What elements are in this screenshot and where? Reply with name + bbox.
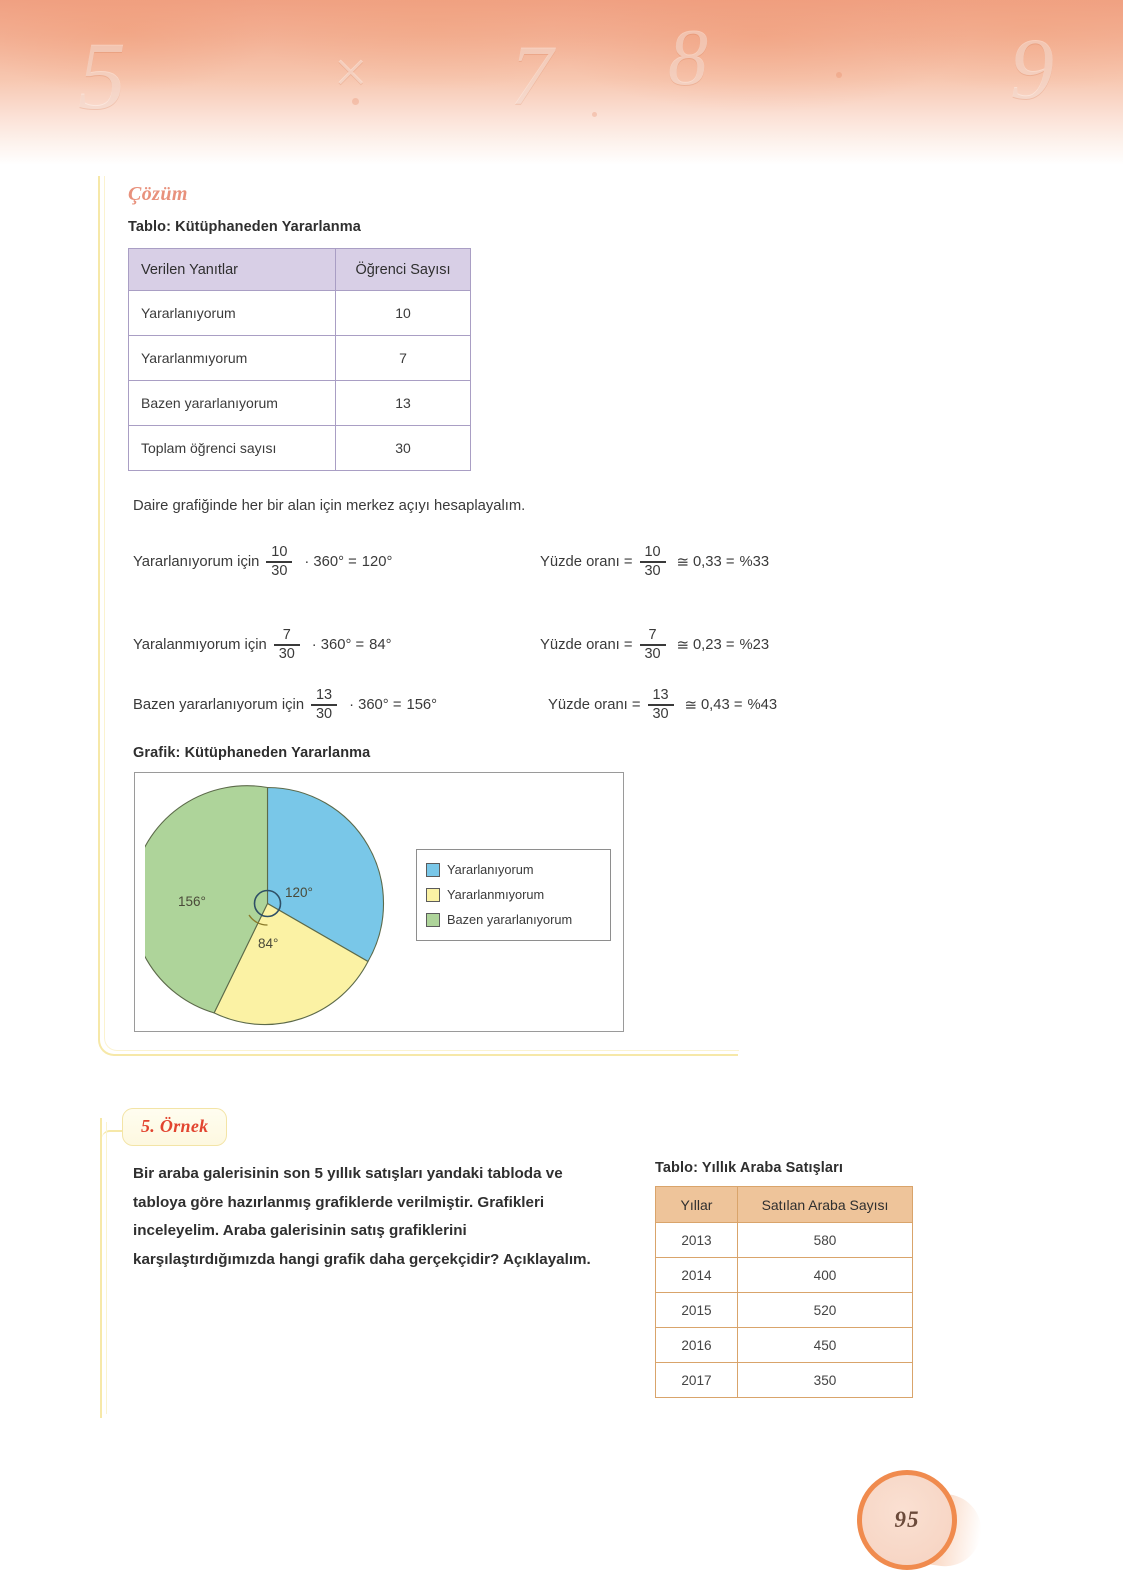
fraction bbox=[266, 545, 292, 579]
table-cell-year: 2016 bbox=[656, 1328, 738, 1363]
pie-angle-label-156: 156° bbox=[178, 894, 206, 909]
angle-row-operator: · 360° = bbox=[311, 637, 365, 654]
table-cell-count: 10 bbox=[336, 291, 471, 336]
legend-item bbox=[426, 907, 602, 932]
fraction-denominator: 30 bbox=[644, 645, 661, 662]
fraction bbox=[274, 628, 300, 662]
fraction-numerator: 13 bbox=[315, 687, 333, 703]
table-cell-count: 13 bbox=[336, 381, 471, 426]
table-cell-answer: Yararlanıyorum bbox=[129, 291, 336, 336]
angle-calculation-row-1 bbox=[133, 545, 392, 579]
table-header-row bbox=[129, 249, 471, 291]
table-cell-count: 7 bbox=[336, 336, 471, 381]
car-sales-table-caption: Tablo: Yıllık Araba Satışları bbox=[655, 1160, 843, 1176]
table-row bbox=[656, 1363, 913, 1398]
example-bracket-tick bbox=[102, 1130, 124, 1144]
table-row bbox=[129, 336, 471, 381]
pie-chart-legend bbox=[416, 849, 611, 941]
angle-row-operator: · 360° = bbox=[304, 554, 357, 571]
fraction-numerator: 10 bbox=[271, 544, 288, 560]
fraction-denominator: 30 bbox=[315, 705, 333, 722]
legend-label: Yararlanıyorum bbox=[447, 862, 534, 877]
percent-row-relation: ≅ bbox=[676, 637, 689, 654]
fraction-numerator: 10 bbox=[644, 544, 661, 560]
legend-item bbox=[426, 857, 602, 882]
percent-row-label: Yüzde oranı = bbox=[540, 637, 633, 654]
table-row bbox=[129, 291, 471, 336]
fraction-denominator: 30 bbox=[278, 645, 295, 662]
percent-row-relation: ≅ bbox=[676, 554, 689, 571]
fraction-numerator: 7 bbox=[282, 627, 291, 643]
table-row bbox=[656, 1258, 913, 1293]
legend-swatch-blue-icon bbox=[426, 863, 440, 877]
table-cell-year: 2014 bbox=[656, 1258, 738, 1293]
fraction bbox=[640, 628, 666, 662]
pie-chart-container bbox=[134, 772, 624, 1032]
fraction-numerator: 13 bbox=[652, 687, 669, 703]
example-bracket bbox=[100, 1118, 122, 1418]
table-row bbox=[129, 426, 471, 471]
percent-row-label: Yüzde oranı = bbox=[540, 554, 633, 571]
table-cell-sales: 450 bbox=[738, 1328, 913, 1363]
percent-row-value: %23 bbox=[739, 637, 770, 654]
percent-row-decimal: 0,43 = bbox=[700, 697, 743, 714]
table-header-cell: Verilen Yanıtlar bbox=[129, 249, 336, 291]
angle-calculation-row-2 bbox=[133, 628, 392, 662]
table-cell-sales: 580 bbox=[738, 1223, 913, 1258]
legend-label: Yararlanmıyorum bbox=[447, 887, 545, 902]
percent-row-decimal: 0,33 = bbox=[692, 554, 735, 571]
legend-swatch-green-icon bbox=[426, 913, 440, 927]
percent-row-value: %33 bbox=[739, 554, 770, 571]
legend-label: Bazen yararlanıyorum bbox=[447, 912, 573, 927]
fraction-denominator: 30 bbox=[644, 562, 661, 579]
table-header-cell: Öğrenci Sayısı bbox=[336, 249, 471, 291]
angle-row-label: Yararlanıyorum için bbox=[133, 554, 260, 571]
library-usage-table bbox=[128, 248, 471, 471]
angle-row-label: Bazen yararlanıyorum için bbox=[133, 697, 305, 714]
band-digit-4: 9 bbox=[1010, 21, 1054, 118]
angle-calculation-row-3 bbox=[133, 688, 437, 722]
table-header-cell: Yıllar bbox=[656, 1187, 738, 1223]
angle-row-operator: · 360° = bbox=[349, 697, 402, 714]
table-row bbox=[656, 1328, 913, 1363]
fraction bbox=[640, 545, 666, 579]
example-badge: 5. Örnek bbox=[122, 1108, 227, 1146]
angle-row-result: 120° bbox=[361, 554, 393, 571]
table-cell-year: 2013 bbox=[656, 1223, 738, 1258]
library-table-caption: Tablo: Kütüphaneden Yararlanma bbox=[128, 219, 361, 235]
table-header-cell: Satılan Araba Sayısı bbox=[738, 1187, 913, 1223]
fraction-denominator: 30 bbox=[652, 705, 669, 722]
table-row bbox=[656, 1223, 913, 1258]
table-cell-year: 2015 bbox=[656, 1293, 738, 1328]
pie-chart-caption: Grafik: Kütüphaneden Yararlanma bbox=[133, 745, 371, 761]
car-sales-table bbox=[655, 1186, 913, 1398]
page-number: 95 bbox=[894, 1507, 920, 1532]
fraction bbox=[311, 688, 337, 722]
table-cell-answer: Bazen yararlanıyorum bbox=[129, 381, 336, 426]
fraction bbox=[648, 688, 674, 722]
band-digit-1: × bbox=[330, 39, 371, 105]
pie-angle-label-120: 120° bbox=[285, 885, 313, 900]
table-cell-answer: Yararlanmıyorum bbox=[129, 336, 336, 381]
fraction-numerator: 7 bbox=[648, 627, 657, 643]
angle-row-result: 84° bbox=[369, 637, 392, 654]
fraction-denominator: 30 bbox=[271, 562, 288, 579]
band-digit-0: 5 bbox=[78, 22, 126, 129]
angle-row-label: Yaralanmıyorum için bbox=[133, 637, 267, 654]
band-digit-3: 8 bbox=[668, 14, 708, 102]
percent-calculation-row-1 bbox=[540, 545, 769, 579]
solution-heading: Çözüm bbox=[128, 183, 188, 205]
percent-row-label: Yüzde oranı = bbox=[548, 697, 641, 714]
percent-calculation-row-3 bbox=[548, 688, 777, 722]
legend-item bbox=[426, 882, 602, 907]
table-row bbox=[656, 1293, 913, 1328]
percent-calculation-row-2 bbox=[540, 628, 769, 662]
page-number-badge bbox=[857, 1470, 957, 1570]
angle-row-result: 156° bbox=[406, 697, 438, 714]
table-cell-sales: 350 bbox=[738, 1363, 913, 1398]
legend-swatch-yellow-icon bbox=[426, 888, 440, 902]
pie-angle-label-84: 84° bbox=[258, 936, 279, 951]
percent-row-relation: ≅ bbox=[684, 697, 697, 714]
table-cell-answer: Toplam öğrenci sayısı bbox=[129, 426, 336, 471]
table-cell-sales: 400 bbox=[738, 1258, 913, 1293]
percent-row-decimal: 0,23 = bbox=[692, 637, 735, 654]
table-cell-sales: 520 bbox=[738, 1293, 913, 1328]
solution-intro-text: Daire grafiğinde her bir alan için merkez açıyı hesaplayalım. bbox=[133, 498, 526, 514]
percent-row-value: %43 bbox=[747, 697, 778, 714]
table-cell-count: 30 bbox=[336, 426, 471, 471]
band-digit-2: 7 bbox=[510, 27, 553, 123]
example-body-text: Bir araba galerisinin son 5 yıllık satışları yandaki tabloda ve tabloya göre hazırlanmış grafiklerde verilmiştir. Grafikleri inceleyelim. Araba galerisinin satış grafiklerini karşılaştırdığımızda hangi grafik daha gerçekçidir? Açıklayalım. bbox=[133, 1165, 591, 1268]
table-cell-year: 2017 bbox=[656, 1363, 738, 1398]
table-row bbox=[129, 381, 471, 426]
pie-chart bbox=[145, 781, 390, 1026]
table-header-row bbox=[656, 1187, 913, 1223]
